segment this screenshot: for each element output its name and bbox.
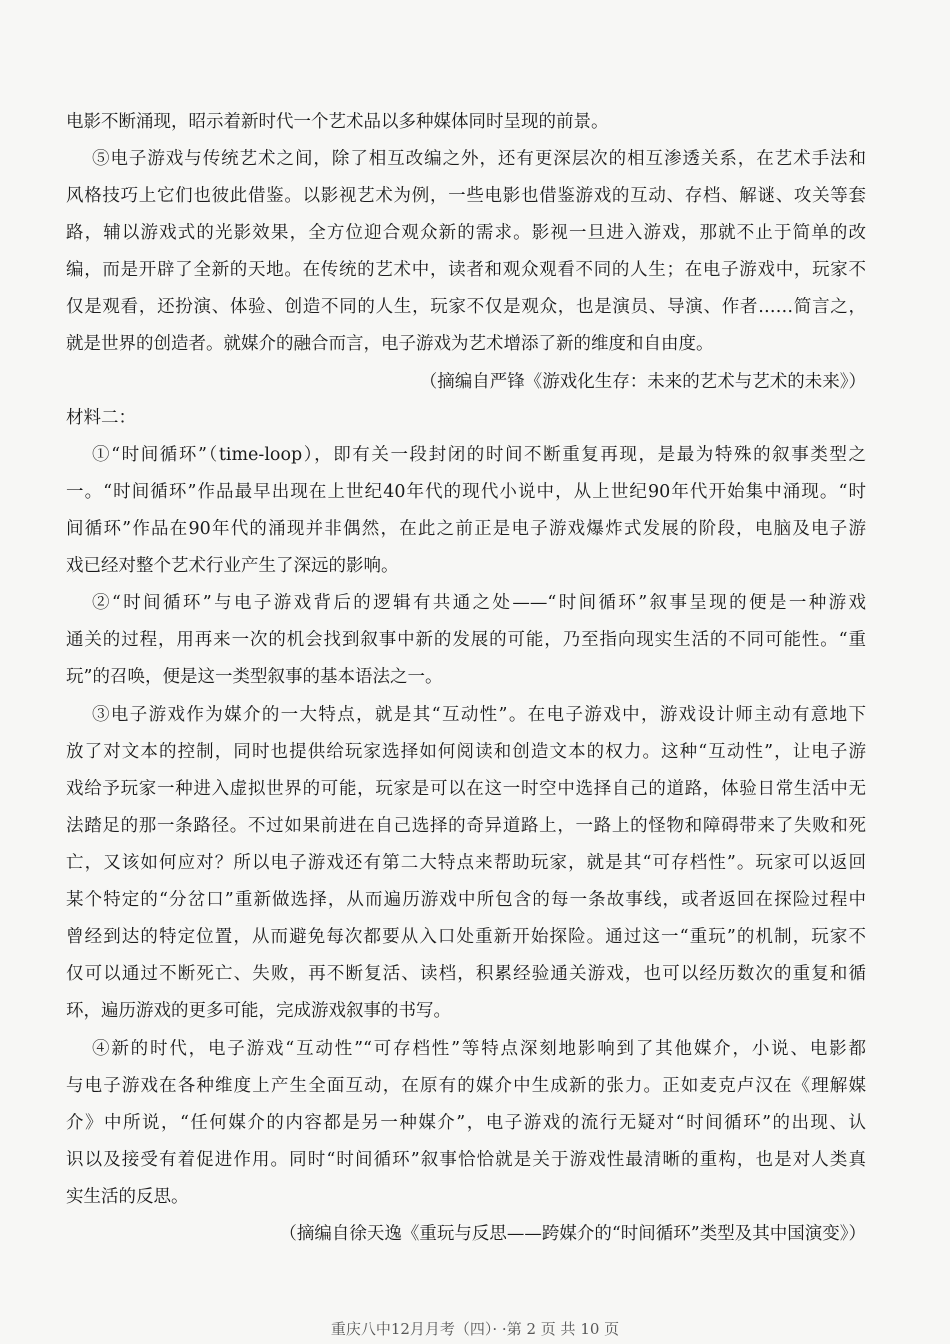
text-line: 通关的过程，用再来一次的机会找到叙事中新的发展的可能，乃至指向现实生活的不同可能性。“重 [66, 630, 866, 650]
text-line: ②“时间循环”与电子游戏背后的逻辑有共通之处——“时间循环”叙事呈现的便是一种游戏 [92, 593, 866, 613]
text-line: 戏已经对整个艺术行业产生了深远的影响。 [66, 556, 399, 576]
text-line: 实生活的反思。 [66, 1187, 189, 1207]
text-line: ①“时间循环”（time-loop），即有关一段封闭的时间不断重复再现，是最为特殊的叙事类型之 [92, 445, 866, 465]
text-line: 某个特定的“分岔口”重新做选择，从而遍历游戏中所包含的每一条故事线，或者返回在探险过程中 [66, 890, 866, 910]
source-citation: （摘编自严锋《游戏化生存：未来的艺术与艺术的未来》） [419, 372, 866, 392]
text-line: 与电子游戏在各种维度上产生全面互动，在原有的媒介中生成新的张力。正如麦克卢汉在《理解媒 [66, 1076, 866, 1096]
text-line: 仅可以通过不断死亡、失败，再不断复活、读档，积累经验通关游戏，也可以经历数次的重复和循 [66, 964, 866, 984]
text-line: 曾经到达的特定位置，从而避免每次都要从入口处重新开始探险。通过这一“重玩”的机制，玩家不 [66, 927, 866, 947]
text-line: 放了对文本的控制，同时也提供给玩家选择如何阅读和创造文本的权力。这种“互动性”，让电子游 [66, 742, 866, 762]
source-citation: （摘编自徐天逸《重玩与反思——跨媒介的“时间循环”类型及其中国演变》） [279, 1224, 866, 1244]
text-line: 环，遍历游戏的更多可能，完成游戏叙事的书写。 [66, 1001, 451, 1021]
text-line: 路，辅以游戏式的光影效果，全方位迎合观众新的需求。影视一旦进入游戏，那就不止于简单的改 [66, 223, 866, 243]
text-line: 一。“时间循环”作品最早出现在上世纪40年代的现代小说中，从上世纪90年代开始集中涌现。“时 [66, 482, 866, 502]
text-line: 玩”的召唤，便是这一类型叙事的基本语法之一。 [66, 667, 443, 687]
text-line: 戏给予玩家一种进入虚拟世界的可能，玩家是可以在这一时空中选择自己的道路，体验日常生活中无 [66, 779, 866, 799]
text-line: 就是世界的创造者。就媒介的融合而言，电子游戏为艺术增添了新的维度和自由度。 [66, 334, 714, 354]
text-line: 法踏足的那一条路径。不过如果前进在自己选择的奇异道路上，一路上的怪物和障碍带来了失败和死 [66, 816, 866, 836]
text-line: 亡，又该如何应对？所以电子游戏还有第二大特点来帮助玩家，就是其“可存档性”。玩家可以返回 [66, 853, 866, 873]
page-footer: 重庆八中12月月考（四）· ·第 2 页 共 10 页 [330, 1320, 620, 1338]
text-line: 仅是观看，还扮演、体验、创造不同的人生，玩家不仅是观众，也是演员、导演、作者……简言之， [66, 297, 866, 317]
text-line: 编，而是开辟了全新的天地。在传统的艺术中，读者和观众观看不同的人生；在电子游戏中，玩家不 [66, 260, 866, 280]
text-line: 介》中所说，“任何媒介的内容都是另一种媒介”，电子游戏的流行无疑对“时间循环”的出现、认 [66, 1113, 866, 1133]
section-heading: 材料二： [66, 408, 136, 428]
text-line: 风格技巧上它们也彼此借鉴。以影视艺术为例，一些电影也借鉴游戏的互动、存档、解谜、攻关等套 [66, 186, 866, 206]
text-line: 电影不断涌现，昭示着新时代一个艺术品以多种媒体同时呈现的前景。 [66, 112, 609, 132]
text-line: ③电子游戏作为媒介的一大特点，就是其“互动性”。在电子游戏中，游戏设计师主动有意地下 [92, 705, 866, 725]
text-line: ④新的时代，电子游戏“互动性”“可存档性”等特点深刻地影响到了其他媒介，小说、电影都 [92, 1039, 866, 1059]
text-line: 识以及接受有着促进作用。同时“时间循环”叙事恰恰就是关于游戏性最清晰的重构，也是对人类真 [66, 1150, 866, 1170]
text-line: 间循环”作品在90年代的涌现并非偶然，在此之前正是电子游戏爆炸式发展的阶段，电脑及电子游 [66, 519, 866, 539]
text-line: ⑤电子游戏与传统艺术之间，除了相互改编之外，还有更深层次的相互渗透关系，在艺术手法和 [92, 149, 866, 169]
